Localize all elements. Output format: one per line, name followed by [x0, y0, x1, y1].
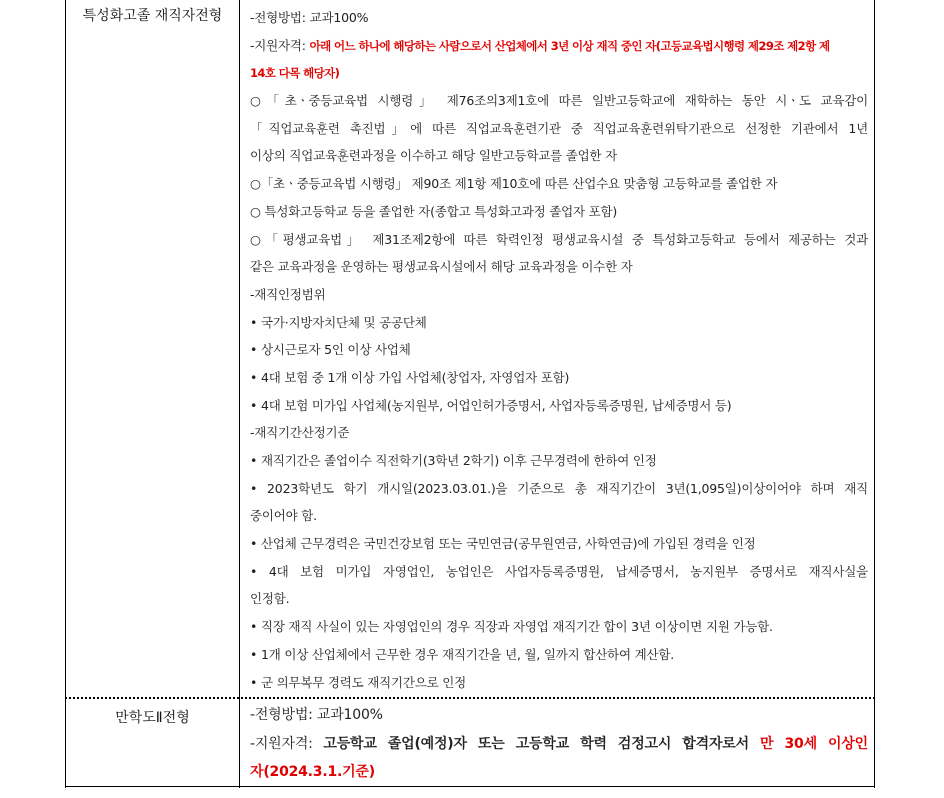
- qualification-text-cont: 14호 다목 해당자): [250, 66, 340, 81]
- row-label-vocational: 특성화고졸 재직자전형: [82, 8, 223, 24]
- row-label-adult: 만학도Ⅱ전형: [115, 710, 190, 726]
- content-line: 같은 교육과정을 운영하는 평생교육시설에서 해당 교육과정을 이수한 자: [250, 259, 633, 275]
- list-item: • 직장 재직 사실이 있는 자영업인의 경우 직장과 자영업 재직기간 합이 3년 이상이면 지원 가능함.: [250, 619, 773, 635]
- list-item: • 2023학년도 학기 개시일(2023.03.01.)을 기준으로 총 재직기간이 3년(1,095일)이상이어야 하며 재직: [250, 480, 868, 496]
- section-heading: -재직기간산정기준: [250, 425, 350, 441]
- qualification-line-cont: [250, 758, 868, 786]
- list-item: • 상시근로자 5인 이상 사업체: [250, 342, 411, 358]
- content-line: ○「평생교육법」 제31조제2항에 따른 학력인정 평생교육시설 중 특성화고등학교 등에서 제공하는 것과: [250, 231, 868, 247]
- list-item: • 4대 보험 미가입 자영업인, 농업인은 사업자등록증명원, 납세증명서, 농지원부 증명서로 재직사실을: [250, 563, 868, 579]
- qualification-text: 고등학교 졸업(예정)자 또는 고등학교 학력 검정고시 합격자로서: [323, 735, 761, 752]
- list-item: • 국가·지방자치단체 및 공공단체: [250, 314, 427, 330]
- table-border-right: [874, 0, 875, 788]
- list-item: • 재직기간은 졸업이수 직전학기(3학년 2학기) 이후 근무경력에 한하여 인정: [250, 453, 657, 468]
- column-divider: [239, 0, 240, 788]
- list-item: • 군 의무복무 경력도 재직기간으로 인정: [250, 674, 467, 690]
- content-line: 이상의 직업교육훈련과정을 이수하고 해당 일반고등학교를 졸업한 자: [250, 148, 618, 164]
- qualification-line: [250, 730, 868, 758]
- table-border-left: [65, 0, 66, 788]
- list-item: • 4대 보험 중 1개 이상 가입 사업체(창업자, 자영업자 포함): [250, 369, 570, 385]
- qualification-label: -지원자격:: [250, 37, 310, 53]
- reference-date: 자(2024.3.1.기준): [250, 763, 375, 780]
- qualification-line: [250, 32, 868, 60]
- method-line: -전형방법: 교과100%: [250, 707, 383, 723]
- content-line: ○「초ㆍ중등교육법 시행령」 제90조 제1항 제10호에 따른 산업수요 맞춤형 고등학교를 졸업한 자: [250, 176, 778, 192]
- qualification-text: 아래 어느 하나에 해당하는 사람으로서 산업체에서 3년 이상 재직 중인 자(고등교육법시행령 제29조 제2항 제: [309, 38, 830, 53]
- list-item-cont: 중이어야 함.: [250, 508, 317, 524]
- content-line: ○「초ㆍ중등교육법 시행령」 제76조의3제1호에 따른 일반고등학교에 재학하는 동안 시ㆍ도 교육감이: [250, 93, 868, 109]
- list-item: • 산업체 근무경력은 국민건강보험 또는 국민연금(공무원연금, 사학연금)에 가입된 경력을 인정: [250, 536, 756, 552]
- table-border-bottom: [65, 786, 875, 787]
- qualification-line-cont: [250, 59, 868, 87]
- content-line: ○ 특성화고등학교 등을 졸업한 자(종합고 특성화고과정 졸업자 포함): [250, 203, 618, 219]
- list-item-cont: 인정함.: [250, 591, 290, 607]
- admission-table: [65, 0, 875, 788]
- content-line: 「직업교육훈련 촉진법」에 따른 직업교육훈련기관 중 직업교육훈련위탁기관으로 선정한 기관에서 1년: [250, 120, 868, 136]
- method-line: -전형방법: 교과100%: [250, 10, 369, 25]
- age-requirement: 만 30세 이상인: [760, 735, 868, 752]
- row-content-vocational: [250, 4, 868, 696]
- section-heading: -재직인정범위: [250, 286, 326, 302]
- row-content-adult: [250, 702, 868, 786]
- list-item: • 4대 보험 미가입 사업체(농지원부, 어업인허가증명서, 사업자등록증명원, 납세증명서 등): [250, 397, 732, 413]
- row-divider: [65, 697, 875, 699]
- list-item: • 1개 이상 산업체에서 근무한 경우 재직기간을 년, 월, 일까지 합산하여 계산함.: [250, 646, 675, 662]
- qualification-label: -지원자격:: [250, 735, 324, 752]
